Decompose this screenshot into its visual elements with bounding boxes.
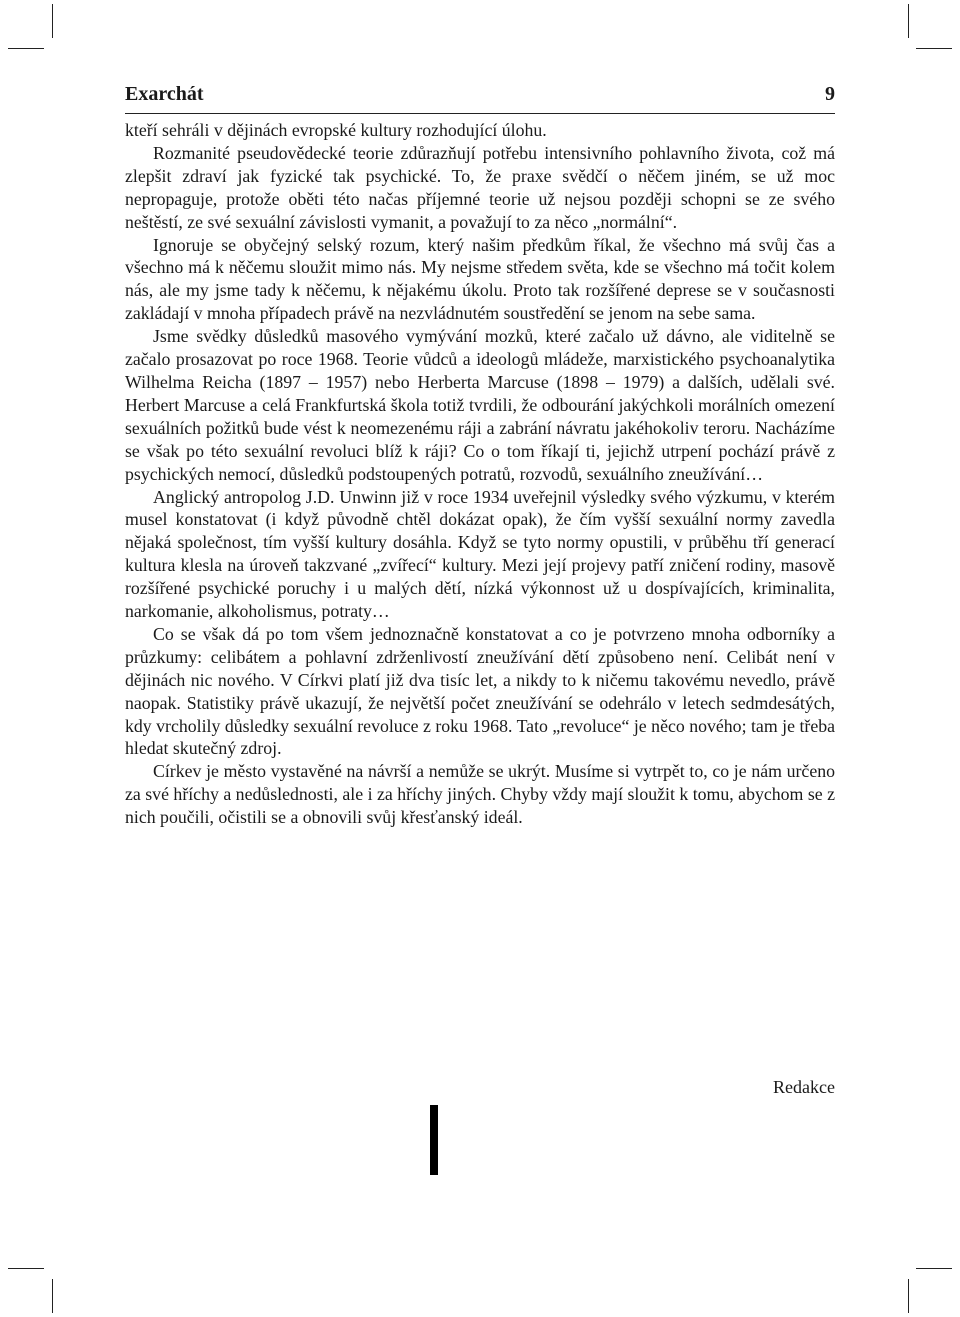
crop-mark	[52, 1279, 53, 1313]
paragraph: Rozmanité pseudovědecké teorie zdůrazňují potřebu intensivního pohlavního života, což má zlepšit zdraví jak fyzické tak psychické. To, že praxe svědčí o něčem jiném, se už moc nepropaguje, protože oběti této načas příjemné teorie už nejsou později schopni se ze svého neštěstí, ze své sexuální závislosti vymanit, a považují to za něco „normální“.	[125, 142, 835, 232]
decorative-bar	[430, 1105, 438, 1175]
crop-mark	[8, 1268, 44, 1269]
paragraph: Církev je město vystavěné na návrší a nemůže se ukrýt. Musíme si vytrpět to, co je nám určeno za své hříchy a nedůslednosti, ale i za hříchy jiných. Chyby vždy mají sloužit k tomu, abychom se z nich poučili, očistili se a obnovili svůj křesťanský ideál.	[125, 761, 835, 828]
paragraph: Co se však dá po tom všem jednoznačně konstatovat a co je potvrzeno mnoha odborníky a průzkumy: celibátem a pohlavní zdrženlivostí zneužívání dětí způsobeno není. Celibát není v dějinách nic nového. V Církvi platí již dva tisíc let, a nikdy to k ničemu takovému nevedlo, právě naopak. Statistiky právě ukazují, že největší počet zneužívání se odehrálo v letech sedmdesátých, kdy vrcholily důsledky sexuální revoluce z roku 1968. Tato „revoluce“ je něco nového; tam je třeba hledat skutečný zdroj.	[125, 623, 835, 759]
page-header	[125, 83, 835, 114]
page-header-title: Exarchát	[125, 83, 204, 105]
crop-mark	[52, 4, 53, 38]
paragraph: Ignoruje se obyčejný selský rozum, který našim předkům říkal, že všechno má svůj čas a všechno má k něčemu sloužit mimo nás. My nejsme středem světa, kde se všechno má točit kolem nás, ale my jsme tady k něčemu, k nějakému úkolu. Proto tak rozšířené deprese se v současnosti zakládají v mnoha případech právě na nezvládnutém soustředění se jenom na sebe sama.	[125, 234, 835, 324]
article-body	[125, 119, 835, 829]
crop-mark	[8, 48, 44, 49]
signature: Redakce	[773, 1077, 835, 1097]
crop-mark	[916, 48, 952, 49]
crop-mark	[908, 4, 909, 38]
page-number: 9	[825, 83, 835, 105]
paragraph: Anglický antropolog J.D. Unwinn již v roce 1934 uveřejnil výsledky svého výzkumu, v kterém musel konstatovat (i když původně chtěl dokázat opak), že čím vyšší sexuální normy zavedla nějaká společnost, tím vyšší kultury dosáhla. Když se tyto normy opustili, v průběhu tří generací kultura klesla na úroveň takzvané „zvířecí“ kultury. Mezi její projevy patří zničení rodiny, masově rozšířené psychické poruchy i u malých dětí, nízká výkonnost už u dospívajících, kriminalita, narkomanie, alkoholismus, potraty…	[125, 486, 835, 622]
paragraph: Jsme svědky důsledků masového vymývání mozků, které začalo už dávno, ale viditelně se začalo prosazovat po roce 1968. Teorie vůdců a ideologů mládeže, marxistického psychoanalytika Wilhelma Reicha (1897 – 1957) nebo Herberta Marcuse (1898 – 1979) a dalších, udělali své. Herbert Marcuse a celá Frankfurtská škola totiž tvrdili, že odbourání jakýchkoli morálních omezení sexuálních požitků bude vést k neomezenému ráji a zabrání návratu jakéhokoliv teroru. Nacházíme se však po této sexuální revoluci blíž k ráji? Co o tom říkají ti, jejichž utrpení pochází právě z psychických nemocí, důsledků podstoupených potratů, rozvodů, sexuálního zneužívání…	[125, 326, 835, 484]
crop-mark	[908, 1279, 909, 1313]
paragraph: kteří sehráli v dějinách evropské kultury rozhodující úlohu.	[125, 120, 547, 140]
crop-mark	[916, 1268, 952, 1269]
